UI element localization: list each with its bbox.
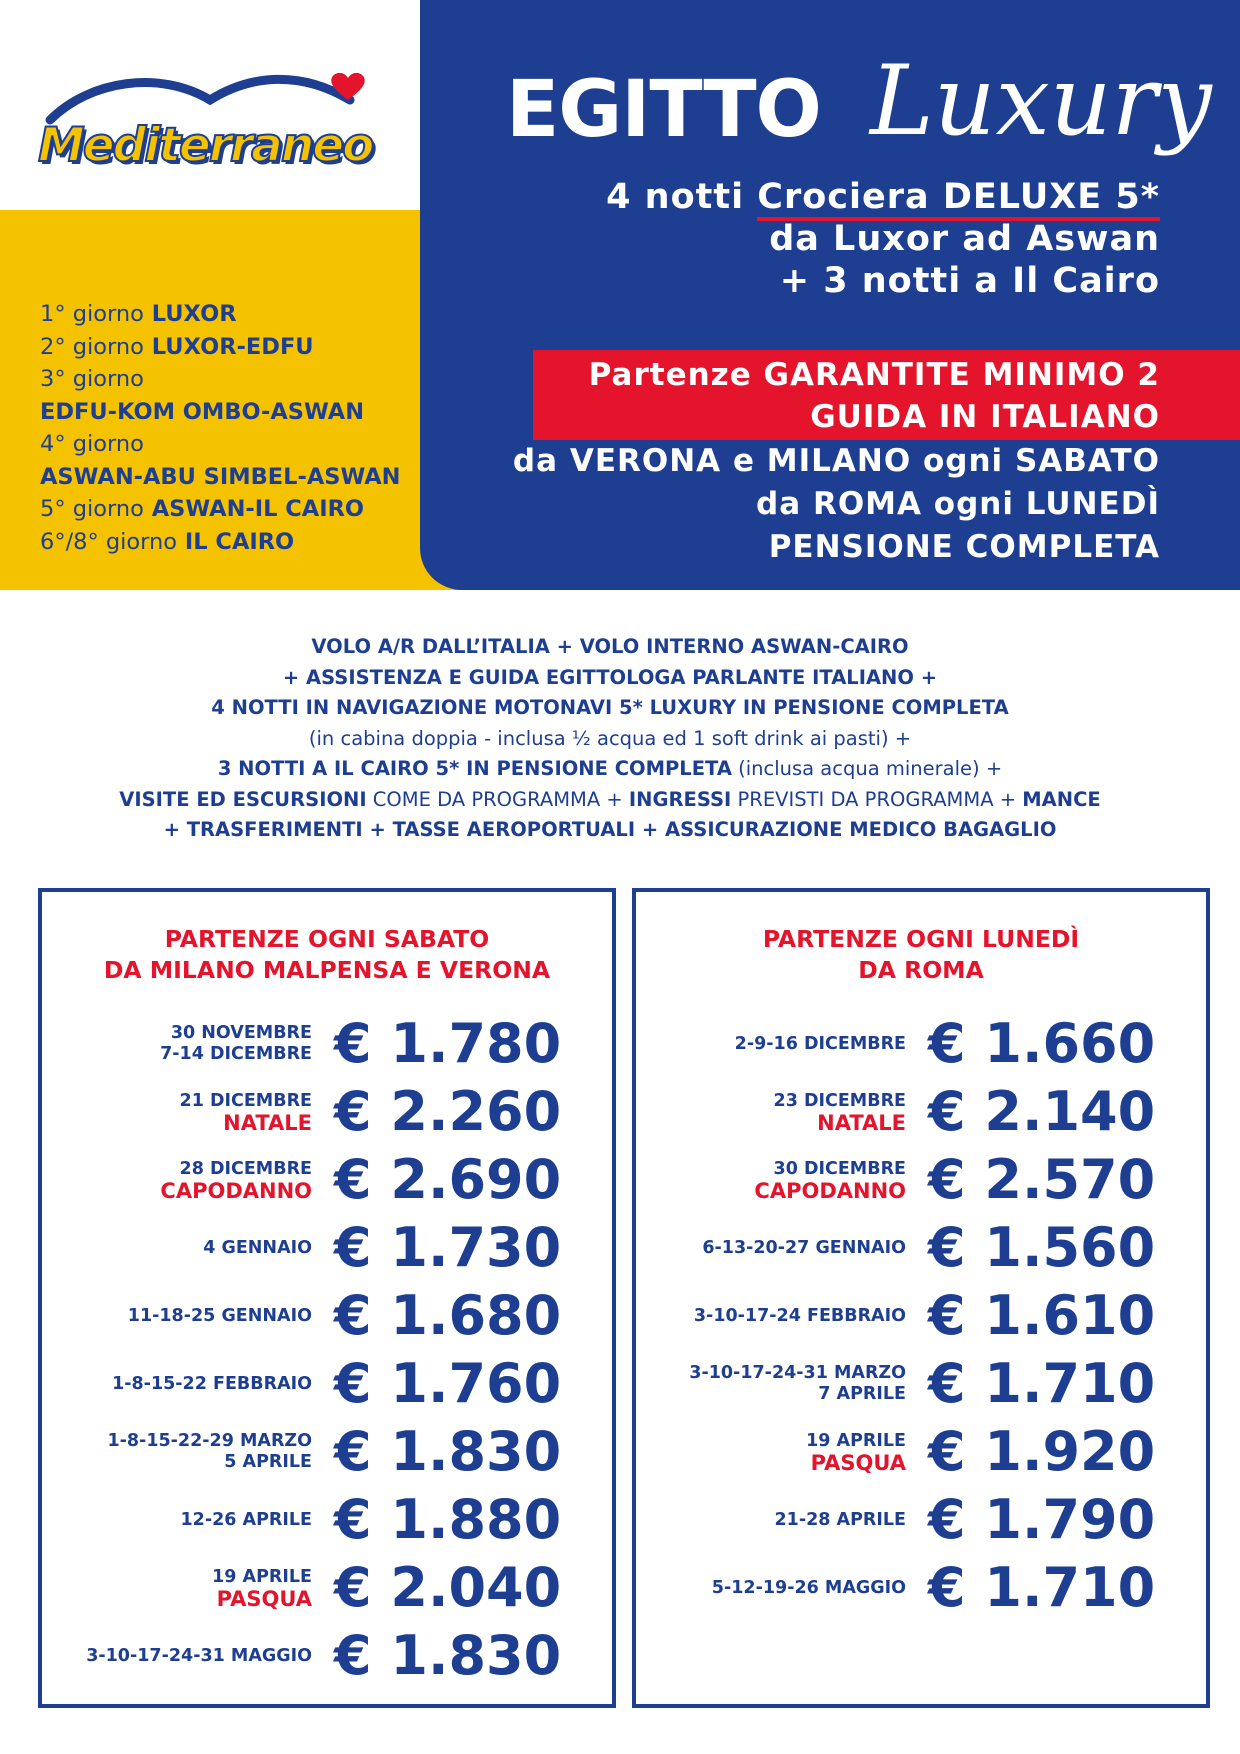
- price-row: [636, 1078, 1206, 1146]
- date-line: 3-10-17-24-31 MARZO: [689, 1363, 906, 1383]
- title-script: Luxury: [870, 45, 1212, 157]
- itinerary-item: [40, 428, 420, 461]
- itinerary-place: LUXOR-EDFU: [151, 333, 314, 360]
- itinerary-list: [40, 298, 420, 558]
- box-title-line2: DA ROMA: [858, 956, 984, 984]
- departure-date: [702, 1214, 906, 1282]
- itinerary-item: [40, 493, 420, 526]
- price-row: [42, 1350, 612, 1418]
- departure-date: [754, 1146, 906, 1214]
- includes-line6b: COME DA PROGRAMMA +: [366, 787, 629, 811]
- price-row: [636, 1010, 1206, 1078]
- price-value: € 2.690: [334, 1148, 562, 1211]
- price-row: [636, 1146, 1206, 1214]
- itinerary-day: 3° giorno: [40, 366, 144, 392]
- itinerary-day: 1° giorno: [40, 301, 144, 327]
- price-row: [42, 1214, 612, 1282]
- holiday-label: CAPODANNO: [160, 1178, 312, 1203]
- departure-date: [689, 1350, 906, 1418]
- price-row: [636, 1214, 1206, 1282]
- price-value: € 1.790: [928, 1488, 1156, 1551]
- includes-line1: VOLO A/R DALL’ITALIA + VOLO INTERNO ASWAN-CAIRO: [311, 635, 909, 658]
- price-value: € 1.920: [928, 1420, 1156, 1483]
- price-row: [42, 1554, 612, 1622]
- price-value: € 2.140: [928, 1080, 1156, 1143]
- price-row: [42, 1010, 612, 1078]
- includes-line5a: 3 NOTTI A IL CAIRO 5* IN PENSIONE COMPLETA: [217, 757, 732, 780]
- date-line: 4 GENNAIO: [203, 1237, 312, 1258]
- price-value: € 1.830: [334, 1624, 562, 1687]
- date-line: 23 DICEMBRE: [773, 1090, 906, 1111]
- price-value: € 1.710: [928, 1352, 1156, 1415]
- price-row: [42, 1282, 612, 1350]
- itinerary-place: EDFU-KOM OMBO-ASWAN: [40, 398, 365, 425]
- itinerary-item: [40, 298, 420, 331]
- departures-info: [400, 440, 1160, 569]
- date-line: 7-14 DICEMBRE: [160, 1044, 312, 1064]
- includes-line6d: PREVISTI DA PROGRAMMA +: [731, 787, 1023, 811]
- date-line: 5-12-19-26 MAGGIO: [711, 1577, 906, 1598]
- includes-line2: + ASSISTENZA E GUIDA EGITTOLOGA PARLANTE ITALIANO +: [282, 665, 938, 689]
- departure-date: [735, 1010, 906, 1078]
- price-value: € 1.760: [334, 1352, 562, 1415]
- box-title-line1: PARTENZE OGNI LUNEDÌ: [762, 925, 1080, 953]
- price-row: [636, 1350, 1206, 1418]
- date-line: 11-18-25 GENNAIO: [127, 1305, 312, 1326]
- price-list: [636, 1010, 1206, 1622]
- date-line: 30 NOVEMBRE: [170, 1023, 312, 1043]
- price-value: € 2.040: [334, 1556, 562, 1619]
- includes-line7: + TRASFERIMENTI + TASSE AEROPORTUALI + ASSICURAZIONE MEDICO BAGAGLIO: [163, 818, 1057, 841]
- itinerary-day: 6°/8° giorno: [40, 528, 178, 555]
- departure-date: [112, 1350, 312, 1418]
- holiday-label: CAPODANNO: [754, 1178, 906, 1203]
- date-line: 1-8-15-22 FEBBRAIO: [112, 1373, 312, 1394]
- box-title: [42, 924, 612, 986]
- price-value: € 1.610: [928, 1284, 1156, 1347]
- title-main: EGITTO: [506, 65, 821, 155]
- price-value: € 1.780: [334, 1012, 562, 1075]
- price-value: € 1.660: [928, 1012, 1156, 1075]
- price-value: € 1.710: [928, 1556, 1156, 1619]
- price-row: [636, 1418, 1206, 1486]
- price-row: [636, 1554, 1206, 1622]
- price-row: [42, 1486, 612, 1554]
- includes-line6e: MANCE: [1022, 787, 1101, 811]
- departures-line2: da ROMA ogni LUNEDÌ: [756, 486, 1160, 522]
- includes-line6a: VISITE ED ESCURSIONI: [119, 787, 367, 811]
- departure-date: [160, 1146, 312, 1214]
- holiday-label: PASQUA: [216, 1586, 312, 1611]
- date-line: 30 DICEMBRE: [773, 1158, 906, 1179]
- price-row: [636, 1486, 1206, 1554]
- box-title-line1: PARTENZE OGNI SABATO: [164, 925, 490, 953]
- includes-line4: (in cabina doppia - inclusa ½ acqua ed 1 soft drink ai pasti) +: [308, 726, 912, 750]
- date-line: 5 APRILE: [224, 1452, 312, 1472]
- highlight-text: [500, 354, 1160, 438]
- highlight-line1: Partenze GARANTITE MINIMO 2: [588, 357, 1160, 393]
- departure-date: [203, 1214, 312, 1282]
- price-row: [42, 1146, 612, 1214]
- itinerary-place: IL CAIRO: [184, 528, 295, 555]
- departure-date: [774, 1486, 906, 1554]
- itinerary-place: ASWAN-IL CAIRO: [151, 496, 365, 522]
- includes-line6c: INGRESSI: [628, 787, 732, 811]
- itinerary-item: [40, 363, 420, 396]
- subtitle-line3: + 3 notti a Il Cairo: [779, 261, 1160, 301]
- date-line: 3-10-17-24 FEBBRAIO: [693, 1305, 906, 1326]
- departures-line3: PENSIONE COMPLETA: [768, 529, 1160, 565]
- date-line: 7 APRILE: [818, 1384, 906, 1404]
- highlight-line2: GUIDA IN ITALIANO: [810, 399, 1160, 435]
- date-line: 19 APRILE: [806, 1430, 906, 1451]
- itinerary-item: [40, 461, 420, 494]
- includes-line3: 4 NOTTI IN NAVIGAZIONE MOTONAVI 5* LUXURY IN PENSIONE COMPLETA: [211, 696, 1009, 719]
- price-value: € 1.680: [334, 1284, 562, 1347]
- price-value: € 1.880: [334, 1488, 562, 1551]
- date-line: 2-9-16 DICEMBRE: [734, 1033, 906, 1054]
- itinerary-item: [40, 526, 420, 559]
- price-row: [42, 1418, 612, 1486]
- subtitle-line1-pre: 4 notti: [606, 177, 758, 217]
- departure-date: [806, 1418, 906, 1486]
- date-line: 12-26 APRILE: [180, 1509, 312, 1530]
- price-row: [42, 1622, 612, 1690]
- price-value: € 2.570: [928, 1148, 1156, 1211]
- departure-date: [774, 1078, 906, 1146]
- itinerary-item: [40, 396, 420, 429]
- price-value: € 2.260: [334, 1080, 562, 1143]
- logo-area: [0, 0, 420, 210]
- date-line: 21 DICEMBRE: [179, 1090, 312, 1111]
- box-title-line2: DA MILANO MALPENSA E VERONA: [103, 956, 551, 984]
- holiday-label: NATALE: [223, 1110, 312, 1135]
- date-line: 19 APRILE: [212, 1566, 312, 1587]
- price-box-saturday: [38, 888, 616, 1708]
- departure-date: [180, 1078, 312, 1146]
- departure-date: [160, 1010, 312, 1078]
- price-list: [42, 1010, 612, 1690]
- date-line: 28 DICEMBRE: [179, 1158, 312, 1179]
- price-value: € 1.560: [928, 1216, 1156, 1279]
- departure-date: [86, 1622, 312, 1690]
- itinerary-place: LUXOR: [151, 301, 237, 327]
- price-value: € 1.830: [334, 1420, 562, 1483]
- date-line: 1-8-15-22-29 MARZO: [107, 1431, 312, 1451]
- departures-line1: da VERONA e MILANO ogni SABATO: [512, 443, 1160, 479]
- subtitle: [460, 176, 1160, 302]
- includes-list: [40, 632, 1180, 846]
- box-title: [636, 924, 1206, 986]
- departure-date: [212, 1554, 312, 1622]
- price-box-monday: [632, 888, 1210, 1708]
- itinerary-place: ASWAN-ABU SIMBEL-ASWAN: [40, 463, 401, 490]
- holiday-label: PASQUA: [810, 1450, 906, 1475]
- departure-date: [694, 1282, 906, 1350]
- departure-date: [712, 1554, 906, 1622]
- departure-date: [107, 1418, 312, 1486]
- departure-date: [128, 1282, 312, 1350]
- date-line: 3-10-17-24-31 MAGGIO: [86, 1645, 312, 1666]
- itinerary-day: 2° giorno: [40, 333, 144, 360]
- subtitle-line2: da Luxor ad Aswan: [769, 219, 1160, 259]
- price-row: [42, 1078, 612, 1146]
- includes-line5b: (inclusa acqua minerale) +: [731, 757, 1003, 780]
- date-line: 21-28 APRILE: [774, 1509, 906, 1530]
- price-value: € 1.730: [334, 1216, 562, 1279]
- subtitle-line1-underlined: Crociera DELUXE 5*: [757, 177, 1160, 221]
- date-line: 6-13-20-27 GENNAIO: [702, 1237, 906, 1258]
- itinerary-item: [40, 331, 420, 364]
- price-row: [636, 1282, 1206, 1350]
- holiday-label: NATALE: [817, 1110, 906, 1135]
- page-title: [500, 45, 1220, 165]
- itinerary-day: 4° giorno: [40, 431, 144, 457]
- brand-logo: Mediterraneo: [38, 118, 373, 173]
- departure-date: [180, 1486, 312, 1554]
- itinerary-day: 5° giorno: [40, 496, 144, 522]
